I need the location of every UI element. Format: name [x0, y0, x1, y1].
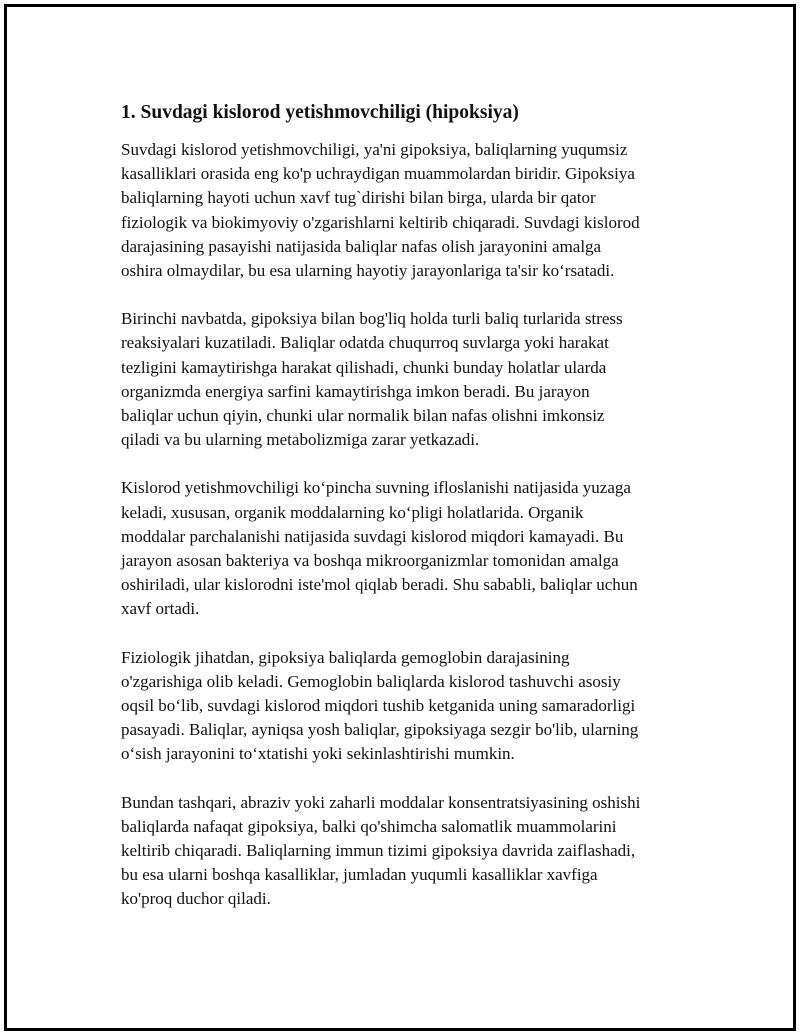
text-line: pasayadi. Baliqlar, ayniqsa yosh baliqlar, gipoksiyaga sezgir bo'lib, ularning — [121, 720, 639, 740]
text-line: moddalar parchalanishi natijasida suvdagi kislorod miqdori kamayadi. Bu — [121, 526, 624, 546]
text-line: Bundan tashqari, abraziv yoki zaharli moddalar konsentratsiyasining oshishi — [121, 792, 641, 812]
text-line: kasalliklari orasida eng ko'p uchraydigan muammolardan biridir. Gipoksiya — [121, 164, 635, 184]
page-border — [4, 4, 796, 1031]
text-line: oshiriladi, ular kislorodni iste'mol qiqlab beradi. Shu sababli, baliqlar uchun — [121, 575, 638, 595]
paragraph-2 — [121, 307, 693, 452]
text-line: bu esa ularni boshqa kasalliklar, jumladan yuqumli kasalliklar xavfiga — [121, 865, 598, 885]
text-line: fiziologik va biokimyoviy o'zgarishlarni keltirib chiqaradi. Suvdagi kislorod — [121, 212, 640, 232]
paragraph-5 — [121, 791, 693, 912]
text-line: Suvdagi kislorod yetishmovchiligi, ya'ni gipoksiya, baliqlarning yuqumsiz — [121, 140, 628, 159]
text-line: ko'proq duchor qiladi. — [121, 889, 271, 909]
text-line: jarayon asosan bakteriya va boshqa mikroorganizmlar tomonidan amalga — [121, 551, 619, 571]
text-line: keladi, xususan, organik moddalarning ko‘pligi holatlarida. Organik — [121, 502, 584, 522]
text-line: xavf ortadi. — [121, 599, 200, 619]
document-body — [121, 101, 693, 936]
text-line: baliqlar uchun qiyin, chunki ular normalik bilan nafas olishni imkonsiz — [121, 406, 605, 426]
text-line: reaksiyalari kuzatiladi. Baliqlar odatda chuqurroq suvlarga yoki harakat — [121, 333, 609, 353]
text-line: baliqlarning hayoti uchun xavf tug`dirishi bilan birga, ularda bir qator — [121, 188, 596, 208]
text-line: o'zgarishiga olib keladi. Gemoglobin baliqlarda kislorod tashuvchi asosiy — [121, 671, 621, 691]
text-line: oshira olmaydilar, bu esa ularning hayotiy jarayonlariga ta'sir ko‘rsatadi. — [121, 261, 615, 281]
text-line: Kislorod yetishmovchiligi ko‘pincha suvning ifloslanishi natijasida yuzaga — [121, 478, 631, 498]
text-line: tezligini kamaytirishga harakat qilishadi, chunki bunday holatlar ularda — [121, 357, 607, 377]
text-line: organizmda energiya sarfini kamaytirishga imkon beradi. Bu jarayon — [121, 381, 590, 401]
text-line: qiladi va bu ularning metabolizmiga zarar yetkazadi. — [121, 430, 480, 450]
text-line: oqsil bo‘lib, suvdagi kislorod miqdori tushib ketganida uning samaradorligi — [121, 696, 636, 716]
text-line: baliqlarda nafaqat gipoksiya, balki qo'shimcha salomatlik muammolarini — [121, 816, 617, 836]
paragraph-3 — [121, 476, 693, 621]
text-line: Fiziologik jihatdan, gipoksiya baliqlarda gemoglobin darajasining — [121, 647, 570, 667]
text-line: darajasining pasayishi natijasida baliqlar nafas olish jarayonini amalga — [121, 236, 602, 256]
text-line: keltirib chiqaradi. Baliqlarning immun tizimi gipoksiya davrida zaiflashadi, — [121, 841, 636, 861]
paragraph-1 — [121, 138, 693, 283]
text-line: o‘sish jarayonini to‘xtatishi yoki sekinlashtirishi mumkin. — [121, 744, 515, 764]
paragraph-4 — [121, 646, 693, 767]
section-heading: 1. Suvdagi kislorod yetishmovchiligi (hipoksiya) — [121, 102, 519, 123]
text-line: Birinchi navbatda, gipoksiya bilan bog'liq holda turli baliq turlarida stress — [121, 309, 623, 329]
